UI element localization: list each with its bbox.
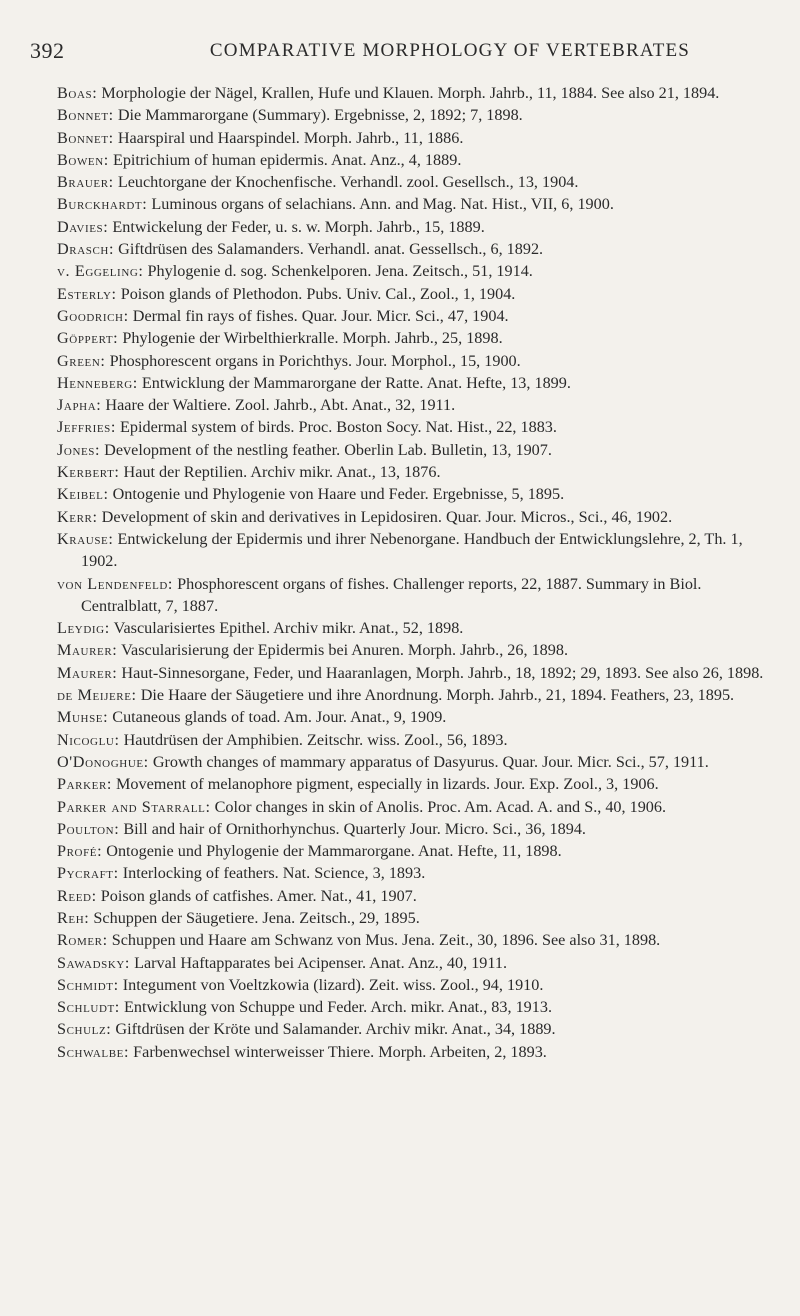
entry-text: Phosphorescent organs of fishes. Challenger reports, 22, 1887. Summary in Biol. Centralblatt, 7, 1887. [81, 574, 702, 615]
entry-author: Reed: [57, 886, 97, 905]
entry-text: Die Mammarorgane (Summary). Ergebnisse, 2, 1892; 7, 1898. [113, 106, 523, 125]
bibliography-entry [57, 729, 765, 751]
bibliography-entry [57, 506, 765, 528]
bibliography-entry [57, 818, 765, 840]
bibliography-entry [57, 193, 765, 215]
bibliography-entry [57, 1041, 765, 1063]
bibliography-entry [57, 439, 765, 461]
entry-text: Entwickelung der Epidermis und ihrer Nebenorgane. Handbuch der Entwicklungslehre, 2, Th. 1, 1902. [81, 529, 743, 571]
bibliography-entry [57, 327, 765, 349]
bibliography-entry [57, 127, 765, 149]
bibliography-entry [57, 840, 765, 862]
bibliography-entry [57, 238, 765, 260]
entry-text: Bill and hair of Ornithorhynchus. Quarterly Jour. Micro. Sci., 36, 1894. [119, 819, 586, 838]
entry-author: Boas: [57, 84, 98, 102]
entry-text: Die Haare der Säugetiere und ihre Anordnung. Morph. Jahrb., 21, 1894. Feathers, 23, 1895. [136, 686, 735, 705]
entry-text: Integument von Voeltzkowia (lizard). Zeit. wiss. Zool., 94, 1910. [118, 975, 544, 994]
entry-author: Green: [57, 351, 106, 370]
entry-author: de Meijere: [57, 686, 137, 705]
page-number: 392 [30, 38, 65, 63]
entry-author: Pycraft: [57, 864, 119, 883]
entry-author: Poulton: [57, 819, 120, 838]
entry-text: Development of the nestling feather. Oberlin Lab. Bulletin, 13, 1907. [100, 440, 552, 459]
bibliography-entry [57, 662, 765, 684]
bibliography-entry [57, 461, 765, 483]
entry-text: Morphologie der Nägel, Krallen, Hufe und Klauen. Morph. Jahrb., 11, 1884. See also 21, 1894. [97, 84, 720, 102]
entry-text: Hautdrüsen der Amphibien. Zeitschr. wiss. Zool., 56, 1893. [119, 730, 508, 749]
entry-author: Kerbert: [57, 463, 120, 482]
entry-text: Haare der Waltiere. Zool. Jahrb., Abt. Anat., 32, 1911. [101, 396, 456, 415]
bibliography-entry [57, 773, 765, 795]
entry-author: Maurer: [57, 641, 118, 660]
entry-text: Interlocking of feathers. Nat. Science, 3, 1893. [118, 864, 426, 883]
entry-text: Vascularisiertes Epithel. Archiv mikr. Anat., 52, 1898. [109, 619, 464, 638]
entry-author: Sawadsky: [57, 953, 131, 972]
entry-author: Schludt: [57, 998, 120, 1017]
entry-text: Luminous organs of selachians. Ann. and Mag. Nat. Hist., VII, 6, 1900. [147, 195, 614, 214]
bibliography-entry [57, 283, 765, 305]
bibliography-entry [57, 639, 765, 661]
bibliography-entry [57, 885, 765, 907]
entry-author: Burckhardt: [57, 195, 148, 214]
entry-text: Giftdrüsen des Salamanders. Verhandl. anat. Gessellsch., 6, 1892. [114, 240, 544, 259]
entry-text: Entwickelung der Feder, u. s. w. Morph. Jahrb., 15, 1889. [108, 217, 485, 236]
entry-author: Maurer: [57, 663, 118, 682]
bibliography-entry [57, 528, 765, 573]
bibliography-entry [57, 1018, 765, 1040]
bibliography-entry [57, 907, 765, 929]
bibliography-entry [57, 260, 765, 282]
bibliography-entry [57, 171, 765, 193]
bibliography-entry [57, 350, 765, 372]
entry-text: Haut der Reptilien. Archiv mikr. Anat., 13, 1876. [119, 463, 441, 482]
bibliography-entry [57, 483, 765, 505]
bibliography-entry [57, 372, 765, 394]
entry-text: Phylogenie d. sog. Schenkelporen. Jena. Zeitsch., 51, 1914. [143, 262, 533, 281]
bibliography-entry [57, 952, 765, 974]
entry-author: Davies: [57, 217, 109, 236]
entry-author: Schulz: [57, 1020, 112, 1039]
entry-author: Krause: [57, 529, 114, 548]
entry-text: Ontogenie und Phylogenie der Mammarorgane. Anat. Hefte, 11, 1898. [102, 842, 562, 861]
entry-text: Epidermal system of birds. Proc. Boston Socy. Nat. Hist., 22, 1883. [116, 418, 557, 437]
bibliography-entry [57, 82, 765, 104]
entry-text: Poison glands of catfishes. Amer. Nat., 41, 1907. [96, 886, 417, 905]
entry-author: Goodrich: [57, 306, 129, 325]
entry-author: Parker and Starrall: [57, 797, 211, 816]
entry-text: Growth changes of mammary apparatus of Dasyurus. Quar. Jour. Micr. Sci., 57, 1911. [148, 752, 709, 771]
bibliography-entry [57, 929, 765, 951]
bibliography-entry [57, 394, 765, 416]
entry-author: Parker: [57, 775, 112, 794]
entry-text: Leuchtorgane der Knochenfische. Verhandl. zool. Gesellsch., 13, 1904. [113, 173, 579, 192]
entry-author: Henneberg: [57, 373, 138, 392]
entry-author: v. Eggeling: [57, 262, 144, 281]
page-header [30, 38, 770, 66]
entry-author: O'Donoghue: [57, 752, 149, 771]
entry-author: Bonnet: [57, 106, 114, 125]
entry-text: Color changes in skin of Anolis. Proc. Am. Acad. A. and S., 40, 1906. [210, 797, 667, 816]
entry-author: Esterly: [57, 284, 117, 303]
entry-text: Cutaneous glands of toad. Am. Jour. Anat., 9, 1909. [108, 708, 447, 727]
bibliography-entry [57, 684, 765, 706]
entry-author: Leydig: [57, 619, 110, 638]
entry-author: von Lendenfeld: [57, 574, 174, 593]
entry-author: Drasch: [57, 240, 115, 259]
bibliography-entry [57, 104, 765, 126]
bibliography-entry [57, 216, 765, 238]
entry-author: Kerr: [57, 507, 98, 526]
entry-author: Schmidt: [57, 975, 119, 994]
entry-author: Bowen: [57, 150, 109, 169]
running-head: COMPARATIVE MORPHOLOGY OF VERTEBRATES [209, 40, 691, 61]
bibliography-entry [57, 305, 765, 327]
bibliography-entry [57, 862, 765, 884]
entry-author: Jeffries: [57, 418, 116, 437]
entry-text: Entwicklung der Mammarorgane der Ratte. Anat. Hefte, 13, 1899. [137, 373, 571, 392]
entry-text: Dermal fin rays of fishes. Quar. Jour. Micr. Sci., 47, 1904. [128, 306, 509, 325]
entry-author: Nicoglu: [57, 730, 120, 749]
entry-text: Vascularisierung der Epidermis bei Anuren. Morph. Jahrb., 26, 1898. [117, 641, 568, 660]
entry-text: Movement of melanophore pigment, especially in lizards. Jour. Exp. Zool., 3, 1906. [111, 775, 659, 794]
entry-author: Reh: [57, 908, 90, 927]
bibliography-entry [57, 751, 765, 773]
entry-text: Haarspiral und Haarspindel. Morph. Jahrb., 11, 1886. [113, 128, 464, 147]
bibliography-entry [57, 416, 765, 438]
bibliography-entry [57, 796, 765, 818]
entry-text: Schuppen der Säugetiere. Jena. Zeitsch., 29, 1895. [89, 908, 420, 927]
entry-text: Poison glands of Plethodon. Pubs. Univ. Cal., Zool., 1, 1904. [116, 284, 516, 303]
entry-author: Jones: [57, 440, 101, 459]
bibliography-entry [57, 974, 765, 996]
entry-author: Schwalbe: [57, 1042, 130, 1061]
bibliography-entry [57, 573, 765, 618]
entry-text: Development of skin and derivatives in Lepidosiren. Quar. Jour. Micros., Sci., 46, 1902. [97, 507, 673, 526]
entry-text: Entwicklung von Schuppe und Feder. Arch. mikr. Anat., 83, 1913. [119, 998, 552, 1017]
bibliography-entry [57, 617, 765, 639]
bibliography-list [57, 82, 765, 1063]
entry-text: Schuppen und Haare am Schwanz von Mus. Jena. Zeit., 30, 1896. See also 31, 1898. [107, 931, 661, 950]
entry-author: Göppert: [57, 329, 119, 348]
entry-text: Epitrichium of human epidermis. Anat. Anz., 4, 1889. [108, 150, 462, 169]
entry-author: Romer: [57, 931, 108, 950]
bibliography-entry [57, 996, 765, 1018]
entry-text: Phosphorescent organs in Porichthys. Jour. Morphol., 15, 1900. [105, 351, 521, 370]
entry-author: Muhse: [57, 708, 109, 727]
entry-author: Bonnet: [57, 128, 114, 147]
entry-text: Ontogenie und Phylogenie von Haare und Feder. Ergebnisse, 5, 1895. [108, 485, 565, 504]
entry-text: Larval Haftapparates bei Acipenser. Anat. Anz., 40, 1911. [130, 953, 508, 972]
entry-author: Profé: [57, 842, 103, 861]
entry-text: Haut-Sinnesorgane, Feder, und Haaranlagen, Morph. Jahrb., 18, 1892; 29, 1893. See also 26, 1898. [117, 663, 764, 682]
entry-author: Keibel: [57, 485, 109, 504]
bibliography-entry [57, 706, 765, 728]
entry-author: Brauer: [57, 173, 114, 192]
entry-text: Giftdrüsen der Kröte und Salamander. Archiv mikr. Anat., 34, 1889. [111, 1020, 556, 1039]
bibliography-entry [57, 149, 765, 171]
entry-text: Phylogenie der Wirbelthierkralle. Morph. Jahrb., 25, 1898. [118, 329, 503, 348]
entry-author: Japha: [57, 396, 102, 415]
entry-text: Farbenwechsel winterweisser Thiere. Morph. Arbeiten, 2, 1893. [129, 1042, 547, 1061]
